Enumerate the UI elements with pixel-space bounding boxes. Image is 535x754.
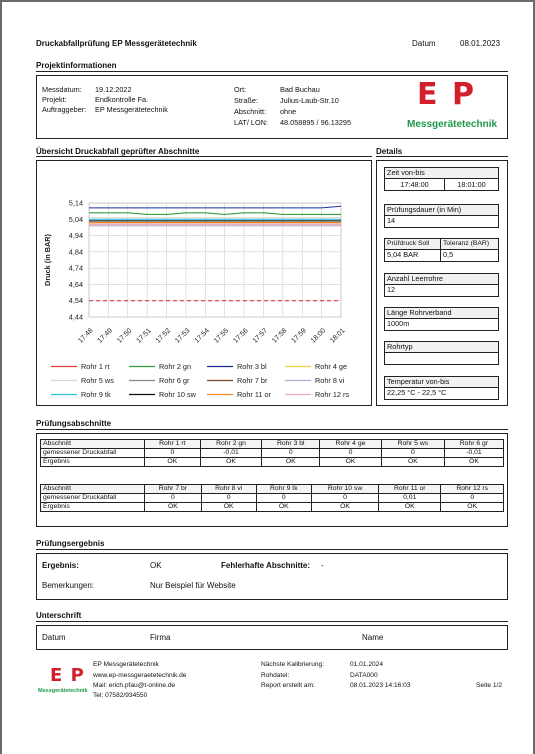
legend-label: Rohr 2 gn [159,362,192,371]
table-cell: OK [200,458,262,467]
signature-datum: Datum [42,633,66,642]
x-tick-label: 17:55 [212,327,231,345]
section-title-unterschrift: Unterschrift [36,611,82,620]
table-cell: OK [145,458,201,467]
table-row [41,440,504,449]
divider [36,429,508,430]
table-cell: 0 [441,494,504,503]
section-title-ergebnis: Prüfungsergebnis [36,539,105,548]
y-tick-label: 5,14 [68,198,83,208]
footer-logo: E P [50,665,85,686]
kalibrierung-label: Nächste Kalibrierung: [261,661,325,668]
kalibrierung-value: 01.01.2024 [350,661,384,668]
legend-label: Rohr 1 rt [81,362,110,371]
x-tick-label: 18:00 [309,327,328,345]
column-header: Rohr 4 ge [320,440,382,449]
company-logo: E P [417,77,476,112]
soll-cell [385,239,441,262]
y-tick-label: 4,44 [68,312,83,322]
table-row [41,503,504,512]
abschnitt-label: Abschnitt: [234,107,267,116]
abschnitt-value: ohne [280,107,297,116]
row-label: Ergebnis [41,503,145,512]
x-tick-label: 17:48 [77,327,95,345]
row-label: gemessener Druckabfall [41,494,145,503]
latlon-label: LAT/ LON: [234,118,268,127]
column-header: Rohr 1 rt [145,440,201,449]
soll-value: 5,04 BAR [387,250,419,259]
section-title-projekt: Projektinformationen [36,61,117,70]
dauer-label: Prüfungsdauer (in Min) [385,205,498,216]
table-cell: 0 [145,494,202,503]
bemerkungen-label: Bemerkungen: [42,581,95,590]
y-tick-label: 5,04 [68,214,83,224]
detail-dauer [384,204,499,228]
section-title-chart: Übersicht Druckabfall geprüfter Abschnitte [36,147,200,156]
divider [36,71,508,72]
table-cell: 0 [320,449,382,458]
legend-label: Rohr 3 bl [237,362,267,371]
chart-box [36,160,372,406]
abschnitte-box [36,433,508,527]
table-cell: OK [320,458,382,467]
row-label: Abschnitt [41,485,145,494]
table-cell: -0,01 [200,449,262,458]
details-box [376,160,508,406]
legend-label: Rohr 5 ws [81,376,114,385]
column-header: Rohr 6 gr [444,440,503,449]
soll-label: Prüfdruck Soll [385,239,440,250]
ergebnis-value: OK [150,561,162,570]
footer-mail: Mail: erich.pfau@t-online.de [93,682,176,689]
divider [36,621,508,622]
ergebnis-label: Ergebnis: [42,561,79,570]
date-value: 08.01.2023 [460,39,501,48]
table-cell: -0,01 [444,449,503,458]
x-tick-label: 17:51 [135,327,153,345]
table-cell: 0,01 [379,494,441,503]
table-row [41,449,504,458]
x-tick-label: 17:49 [96,327,114,345]
fehler-label: Fehlerhafte Abschnitte: [221,561,311,570]
detail-zeit [384,167,499,191]
table-cell: OK [444,458,503,467]
detail-laenge [384,307,499,331]
zeit-bis: 18:01:00 [457,180,486,189]
section-title-abschnitte: Prüfungsabschnitte [36,419,112,428]
strasse-label: Straße: [234,96,258,105]
footer-company: EP Messgerätetechnik [93,661,159,668]
x-tick-label: 17:50 [116,327,134,345]
temp-value: 22,25 °C - 22,5 °C [387,388,447,397]
x-tick-label: 17:53 [174,327,192,345]
report-label: Report erstellt am: [261,682,315,689]
detail-leerrohre [384,273,499,297]
page-number: Seite 1/2 [476,682,503,689]
results-table-1 [40,439,504,467]
legend-label: Rohr 7 br [237,376,268,385]
divider [36,156,372,157]
footer-logo-subtitle: Messgerätetechnik [38,688,88,694]
column-header: Rohr 7 br [145,485,202,494]
column-header: Rohr 2 gn [200,440,262,449]
auftraggeber-value: EP Messgerätetechnik [95,105,168,114]
section-title-details: Details [376,147,403,156]
y-tick-label: 4,54 [68,296,83,306]
x-tick-label: 17:52 [154,327,173,345]
divider [36,549,508,550]
ort-value: Bad Buchau [280,85,320,94]
unterschrift-box [36,625,508,650]
column-header: Rohr 8 vi [201,485,256,494]
rohrtyp-label: Rohrtyp [385,342,498,353]
rohdatei-value: DATA000 [350,672,378,679]
toleranz-cell [441,239,498,262]
bemerkungen-value: Nur Beispiel für Website [150,581,236,590]
legend-label: Rohr 10 sw [159,390,196,399]
toleranz-value: 0,5 [443,250,454,259]
auftraggeber-label: Auftraggeber: [42,105,87,114]
laenge-label: Länge Rohrverband [385,308,498,319]
projekt-value: Endkontrolle Fa. [95,95,149,104]
signature-firma: Firma [150,633,171,642]
table-cell: 0 [145,449,201,458]
table-cell: OK [256,503,311,512]
row-label: Ergebnis [41,458,145,467]
table-cell: OK [381,458,444,467]
y-tick-label: 4,84 [68,247,83,257]
latlon-value: 48.058895 / 96.13295 [280,118,352,127]
ort-label: Ort: [234,85,247,94]
table-row [41,494,504,503]
table-row [41,458,504,467]
rohdatei-label: Rohdatei: [261,672,290,679]
results-table-2 [40,484,504,512]
zeit-von: 17:48:00 [385,179,445,191]
row-label: gemessener Druckabfall [41,449,145,458]
column-header: Rohr 5 ws [381,440,444,449]
table-row [41,485,504,494]
column-header: Rohr 3 bl [262,440,320,449]
column-header: Rohr 11 or [379,485,441,494]
legend-label: Rohr 9 tk [81,390,111,399]
signature-name: Name [362,633,384,642]
y-tick-label: 4,94 [68,231,83,241]
projekt-label: Projekt: [42,95,67,104]
leerrohre-value: 12 [387,285,396,294]
temp-label: Temperatur von-bis [385,377,498,388]
legend-label: Rohr 4 ge [315,362,348,371]
plot-area [89,203,341,317]
legend-label: Rohr 12 rs [315,390,350,399]
ergebnis-box [36,553,508,600]
table-cell: OK [379,503,441,512]
leerrohre-label: Anzahl Leerrohre [385,274,498,285]
pressure-chart [37,161,371,405]
fehler-value: - [321,561,324,570]
y-tick-label: 4,64 [68,279,83,289]
messdatum-label: Messdatum: [42,85,82,94]
column-header: Rohr 10 sw [312,485,379,494]
x-tick-label: 17:58 [271,327,289,345]
table-cell: OK [312,503,379,512]
table-cell: OK [201,503,256,512]
legend-label: Rohr 11 or [237,390,271,399]
y-tick-label: 4,74 [68,263,83,273]
table-cell: 0 [381,449,444,458]
report-title: Druckabfallprüfung EP Messgerätetechnik [36,39,197,48]
row-label: Abschnitt [41,440,145,449]
table-cell: OK [145,503,202,512]
legend-label: Rohr 8 vi [315,376,345,385]
footer-tel: Tel: 07582/934550 [93,692,148,699]
x-tick-label: 18:01 [329,327,347,345]
strasse-value: Julius-Laub-Str.10 [280,96,339,105]
detail-rohrtyp [384,341,499,365]
project-box [36,75,508,139]
logo-subtitle: Messgerätetechnik [407,119,498,130]
dauer-value: 14 [387,216,396,225]
table-cell: 0 [262,449,320,458]
y-axis-label: Druck (in BAR) [43,234,52,286]
detail-druck [384,238,499,262]
report-value: 08.01.2023 14:16:03 [350,682,411,689]
divider [376,156,508,157]
table-cell: OK [441,503,504,512]
legend-label: Rohr 6 gr [159,376,190,385]
x-tick-label: 17:54 [193,327,211,345]
table-cell: 0 [312,494,379,503]
table-cell: OK [262,458,320,467]
messdatum-value: 19.12.2022 [95,85,132,94]
report-page [2,2,533,754]
x-tick-label: 17:57 [251,327,270,345]
laenge-value: 1000m [387,319,410,328]
column-header: Rohr 12 rs [441,485,504,494]
column-header: Rohr 9 tk [256,485,311,494]
x-tick-label: 17:56 [232,327,250,345]
detail-temperatur [384,376,499,400]
x-tick-label: 17:59 [290,327,308,345]
table-cell: 0 [201,494,256,503]
zeit-label: Zeit von-bis [385,168,498,179]
table-cell: 0 [256,494,311,503]
footer-web: www.ep-messgeraetetechnik.de [93,672,187,679]
toleranz-label: Toleranz (BAR) [441,239,498,250]
date-label: Datum [412,39,436,48]
